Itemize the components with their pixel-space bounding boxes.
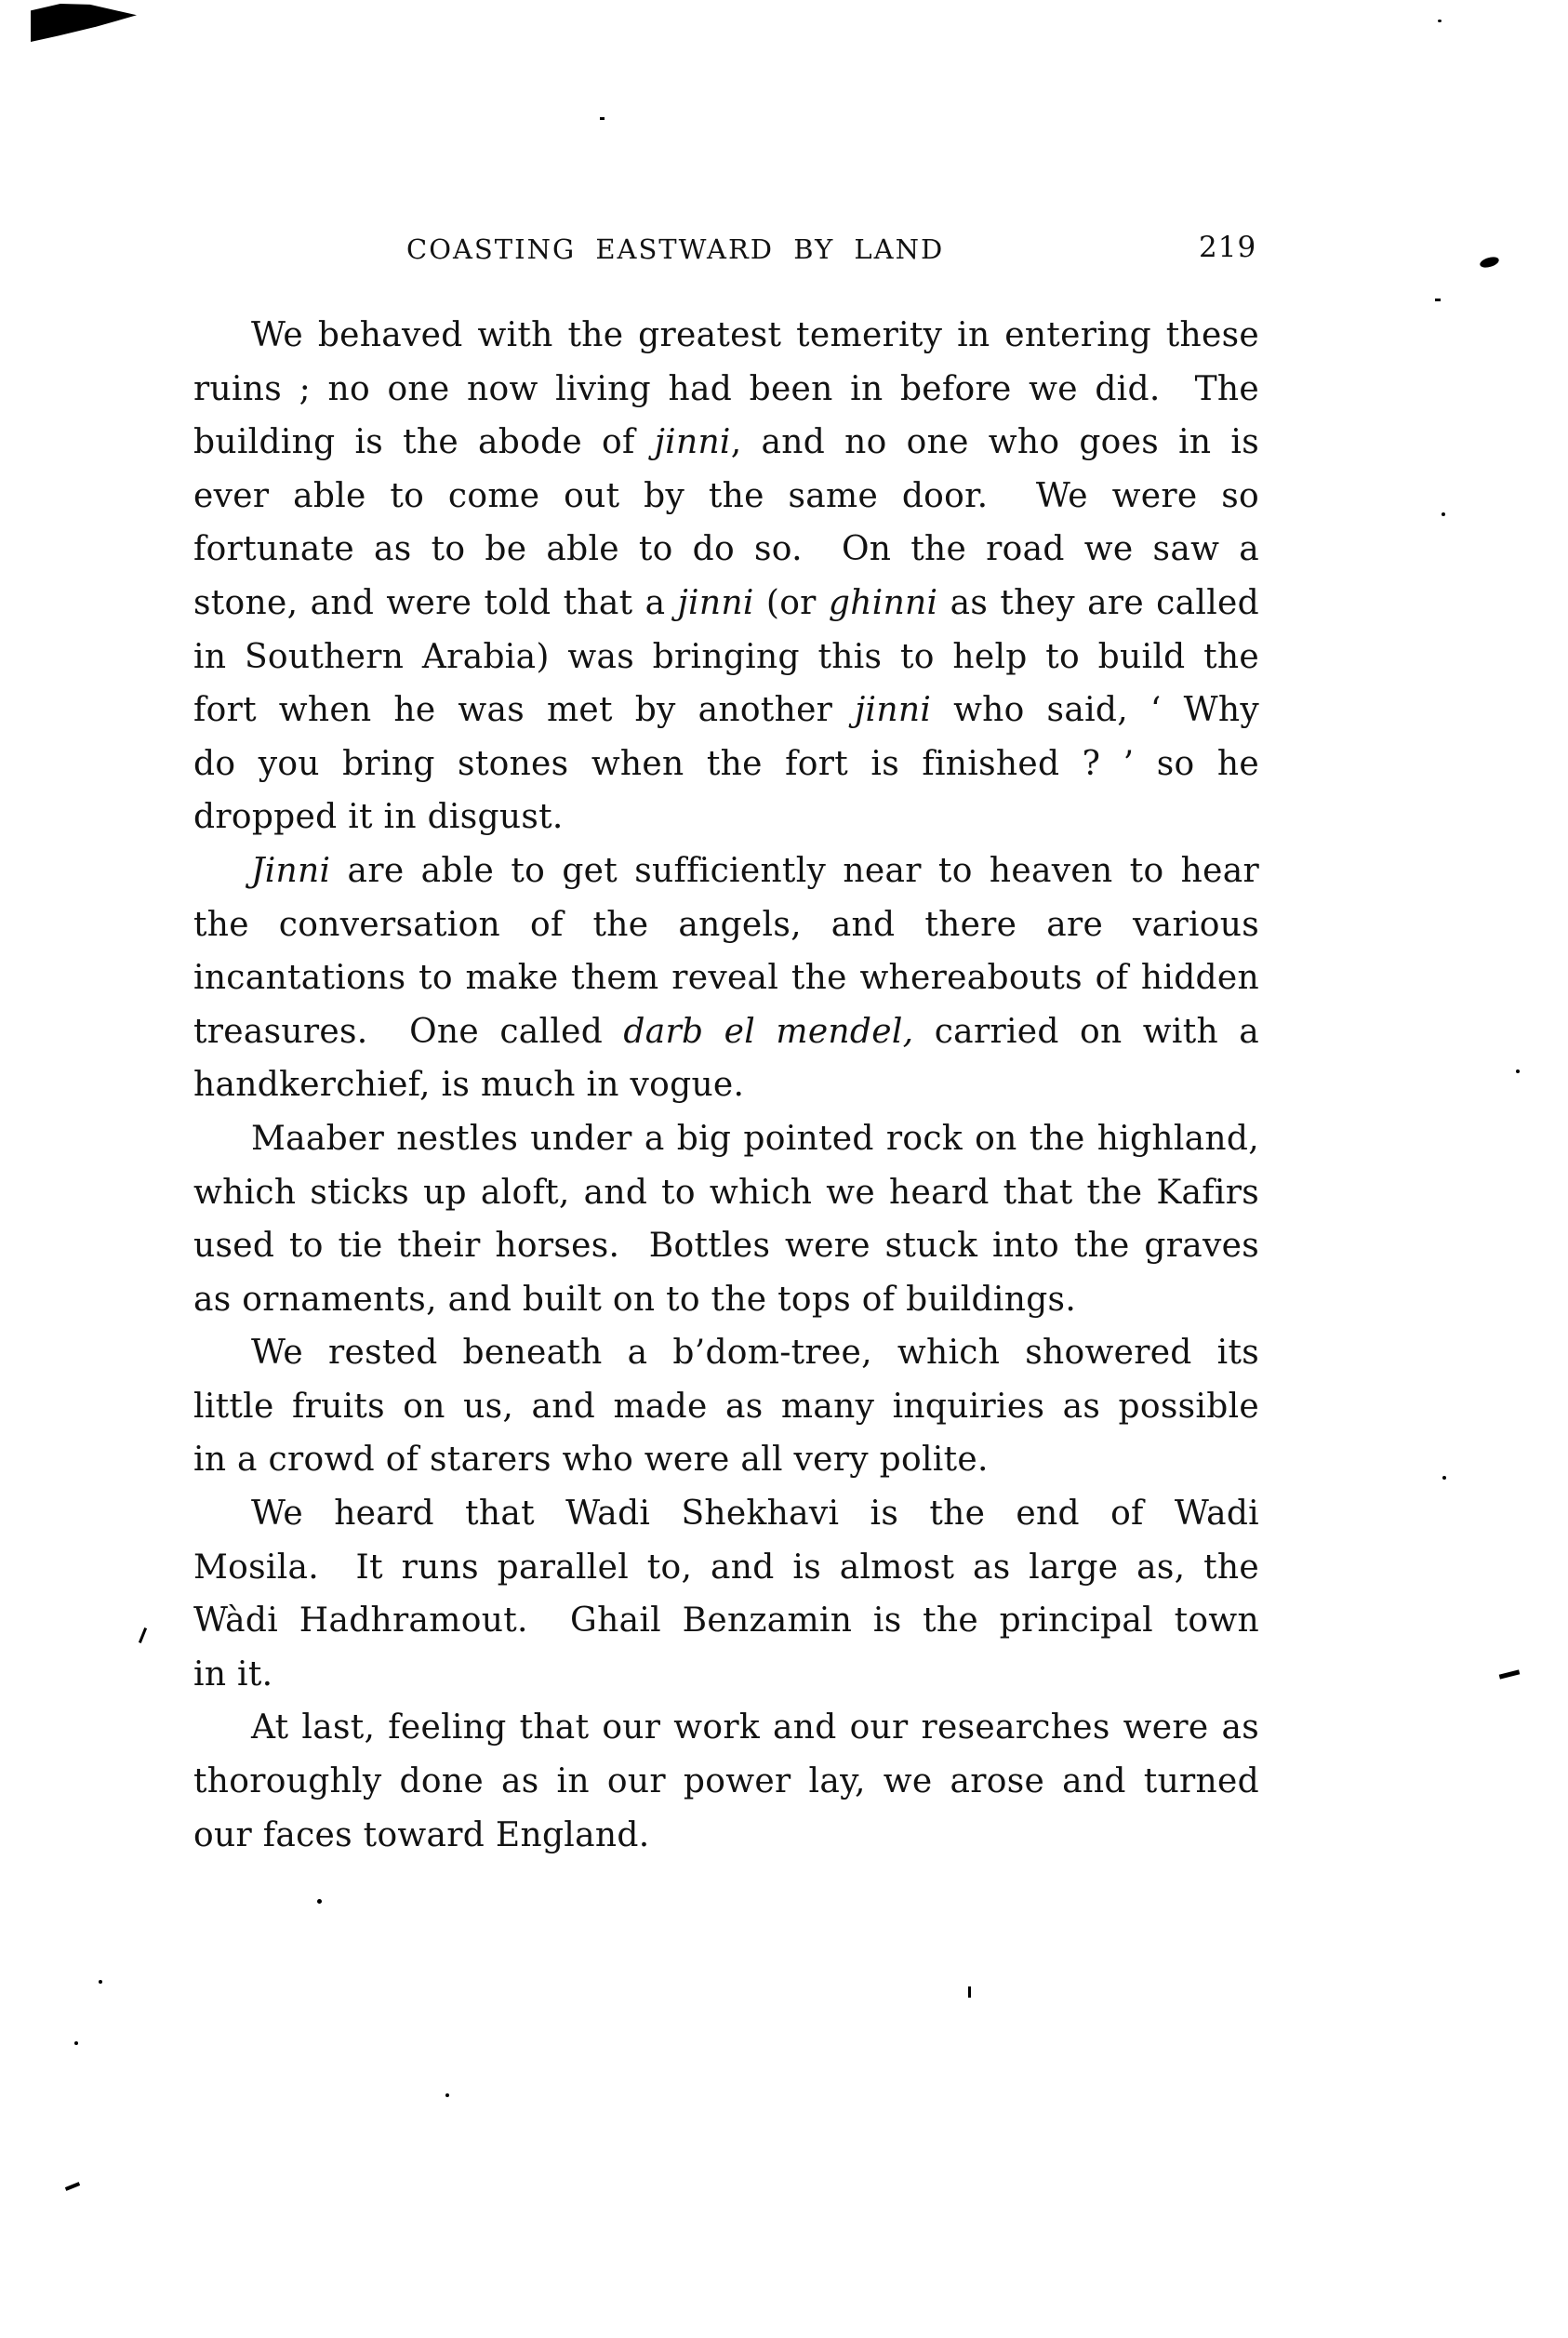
text-line	[193, 1005, 1259, 1059]
text-line	[193, 1755, 1259, 1809]
text-segment: stone, and were told that a	[193, 583, 678, 622]
text-segment: We heard that Wadi Shekhavi is the end of Wadi	[251, 1494, 1259, 1534]
paragraph	[193, 1326, 1259, 1487]
text-segment: ever able to come out by the same door. We were so	[193, 476, 1259, 515]
text-segment: who said, ‘ Why	[931, 691, 1259, 730]
text-line	[193, 1273, 1259, 1327]
text-line	[193, 470, 1259, 524]
text-segment: used to tie their horses. Bottles were stuck into the graves	[193, 1227, 1259, 1266]
text-segment: little fruits on us, and made as many inquiries as possible	[193, 1387, 1259, 1426]
paragraph	[193, 309, 1259, 844]
text-line	[193, 577, 1259, 631]
text-segment: fortunate as to be able to do so. On the road we saw a	[193, 530, 1259, 569]
text-segment: our faces toward England.	[193, 1815, 650, 1854]
text-segment: building is the abode of	[193, 423, 655, 462]
text-line	[193, 1433, 1259, 1487]
text-line	[193, 790, 1259, 844]
text-segment: fort when he was met by another	[193, 691, 856, 730]
text-line	[193, 737, 1259, 791]
text-segment: do you bring stones when the fort is finished ? ’ so he	[193, 744, 1259, 783]
text-line	[193, 1219, 1259, 1273]
italic-text: jinni	[855, 691, 932, 730]
text-segment: Wàdi Hadhramout. Ghail Benzamin is the principal town	[193, 1601, 1259, 1641]
text-line	[193, 309, 1259, 363]
text-segment: dropped it in disgust.	[193, 798, 564, 837]
text-line	[193, 951, 1259, 1005]
italic-text: Jinni	[251, 851, 331, 890]
text-line	[193, 1166, 1259, 1220]
text-segment: in Southern Arabia) was bringing this to help to build the	[193, 637, 1259, 676]
paragraph	[193, 1112, 1259, 1326]
page-number: 219	[1199, 231, 1257, 264]
tick-mark	[139, 1627, 147, 1643]
text-line	[193, 1487, 1259, 1541]
text-line	[193, 1112, 1259, 1166]
speck	[99, 1980, 102, 1984]
speck	[1442, 512, 1445, 516]
text-segment: which sticks up aloft, and to which we heard that the Kafirs	[193, 1173, 1259, 1212]
ink-blob	[1479, 255, 1500, 269]
speck	[74, 2041, 78, 2045]
paragraph	[193, 1487, 1259, 1701]
text-segment: as ornaments, and built on to the tops of buildings.	[193, 1280, 1077, 1319]
text-line	[193, 523, 1259, 577]
italic-text: jinni	[654, 423, 731, 462]
text-line	[193, 1380, 1259, 1434]
text-line	[193, 363, 1259, 417]
text-segment: incantations to make them reveal the whereabouts of hidden	[193, 959, 1259, 998]
ink-wedge-top-left	[31, 4, 137, 42]
text-line	[193, 1648, 1259, 1702]
dash-mark	[600, 117, 605, 120]
text-segment: are able to get sufficiently near to heaven to hear	[330, 851, 1259, 890]
text-segment: thoroughly done as in our power lay, we arose and turned	[193, 1762, 1259, 1801]
running-header-title: COASTING EASTWARD BY LAND	[406, 233, 945, 265]
text-block	[193, 309, 1259, 1862]
slash-mark	[1499, 1669, 1521, 1679]
text-segment: At last, feeling that our work and our researches were as	[251, 1708, 1259, 1747]
text-segment: , and no one who goes in is	[730, 423, 1259, 462]
paragraph	[193, 844, 1259, 1112]
text-line	[193, 1326, 1259, 1380]
speck	[1438, 20, 1442, 22]
text-segment: carried on with a	[913, 1012, 1259, 1051]
tick-mark	[968, 1986, 971, 1998]
text-line	[193, 844, 1259, 898]
text-line	[193, 416, 1259, 470]
text-line	[193, 1809, 1259, 1863]
text-segment: We rested beneath a b’dom-tree, which showered its	[251, 1334, 1259, 1373]
text-segment: the conversation of the angels, and there are various	[193, 905, 1259, 944]
text-line	[193, 684, 1259, 737]
text-line	[193, 1541, 1259, 1595]
italic-text: ghinni	[828, 583, 938, 622]
text-segment: handkerchief, is much in vogue.	[193, 1066, 745, 1105]
speck	[445, 2093, 449, 2097]
text-segment: Mosila. It runs parallel to, and is almost as large as, the	[193, 1548, 1259, 1587]
text-segment: in a crowd of starers who were all very polite.	[193, 1441, 989, 1480]
text-segment: in it.	[193, 1654, 273, 1694]
text-line	[193, 631, 1259, 684]
italic-text: darb el mendel,	[623, 1012, 914, 1051]
text-line	[193, 1594, 1259, 1648]
text-segment: as they are called	[937, 583, 1259, 622]
text-line	[193, 1058, 1259, 1112]
text-segment: Maaber nestles under a big pointed rock on the highland,	[251, 1119, 1259, 1158]
text-segment: We behaved with the greatest temerity in entering these	[251, 316, 1259, 354]
text-segment: treasures. One called	[193, 1012, 624, 1051]
text-segment: (or	[753, 583, 829, 622]
text-segment: ruins ; no one now living had been in before we did. The	[193, 369, 1259, 408]
italic-text: jinni	[677, 583, 754, 622]
speck	[1442, 1476, 1446, 1480]
paragraph	[193, 1701, 1259, 1862]
text-line	[193, 898, 1259, 952]
text-line	[193, 1701, 1259, 1755]
tick-mark	[65, 2182, 80, 2191]
dash-mark	[1435, 299, 1441, 301]
speck	[317, 1899, 322, 1904]
speck	[1516, 1069, 1520, 1073]
